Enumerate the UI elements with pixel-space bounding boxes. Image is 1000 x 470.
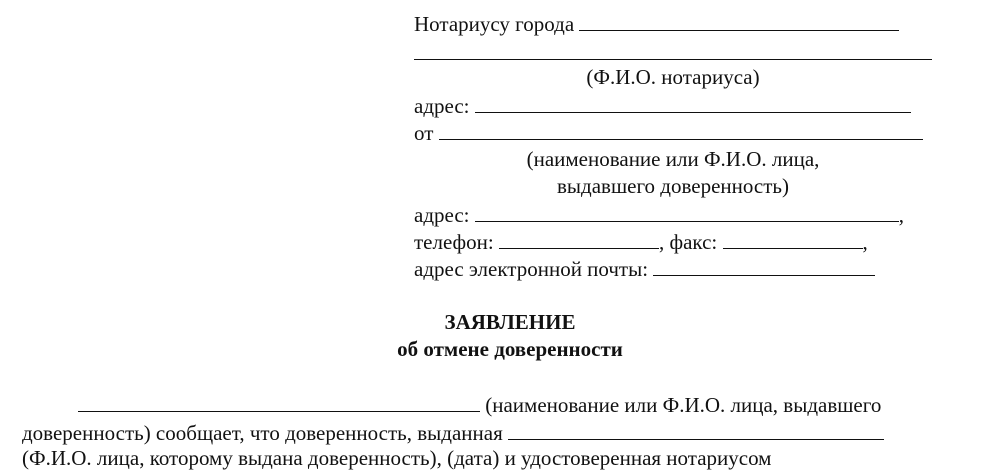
fax-blank[interactable]: [723, 229, 863, 249]
from-label: от: [414, 121, 434, 145]
principal-caption-1: (наименование или Ф.И.О. лица,: [526, 147, 820, 171]
notary-city-blank[interactable]: [579, 11, 899, 31]
body-line-1: [78, 392, 881, 417]
notary-label: Нотариусу города: [414, 12, 575, 36]
from-line: [414, 120, 923, 145]
address-label: адрес:: [414, 94, 470, 118]
phone-label: телефон:: [414, 230, 494, 254]
document-subtitle: об отмене доверенности: [397, 337, 623, 361]
email-label: адрес электронной почты:: [414, 257, 649, 281]
document-title: ЗАЯВЛЕНИЕ: [444, 310, 576, 334]
address2-line: [414, 202, 904, 227]
principal-name-blank[interactable]: [78, 392, 480, 412]
address2-comma: ,: [898, 203, 905, 227]
body-line-1-text: (наименование или Ф.И.О. лица, выдавшего: [485, 393, 882, 417]
from-blank[interactable]: [439, 120, 923, 140]
notary-name-blank[interactable]: [414, 40, 932, 60]
notary-caption: (Ф.И.О. нотариуса): [586, 65, 760, 89]
principal-caption-2: выдавшего доверенность): [557, 174, 789, 198]
address2-label: адрес:: [414, 203, 470, 227]
email-line: [414, 256, 875, 281]
body-line-2: [22, 420, 884, 445]
phone-blank[interactable]: [499, 229, 659, 249]
fax-comma: ,: [862, 230, 868, 254]
address-blank[interactable]: [475, 93, 911, 113]
body-line-3-text: (Ф.И.О. лица, которому выдана доверенность), (дата) и удостоверенная нотариусом: [22, 446, 772, 470]
phone-fax-line: [414, 229, 868, 254]
body-line-3: [22, 446, 771, 470]
address-line: [414, 93, 911, 118]
email-blank[interactable]: [653, 256, 875, 276]
notary-name-line: [414, 40, 932, 65]
fax-label: , факс:: [658, 230, 718, 254]
notary-line: [414, 11, 899, 36]
address2-blank[interactable]: [475, 202, 899, 222]
body-line-2-text: доверенность) сообщает, что доверенность, выданная: [22, 421, 503, 445]
attorney-name-blank[interactable]: [508, 420, 884, 440]
